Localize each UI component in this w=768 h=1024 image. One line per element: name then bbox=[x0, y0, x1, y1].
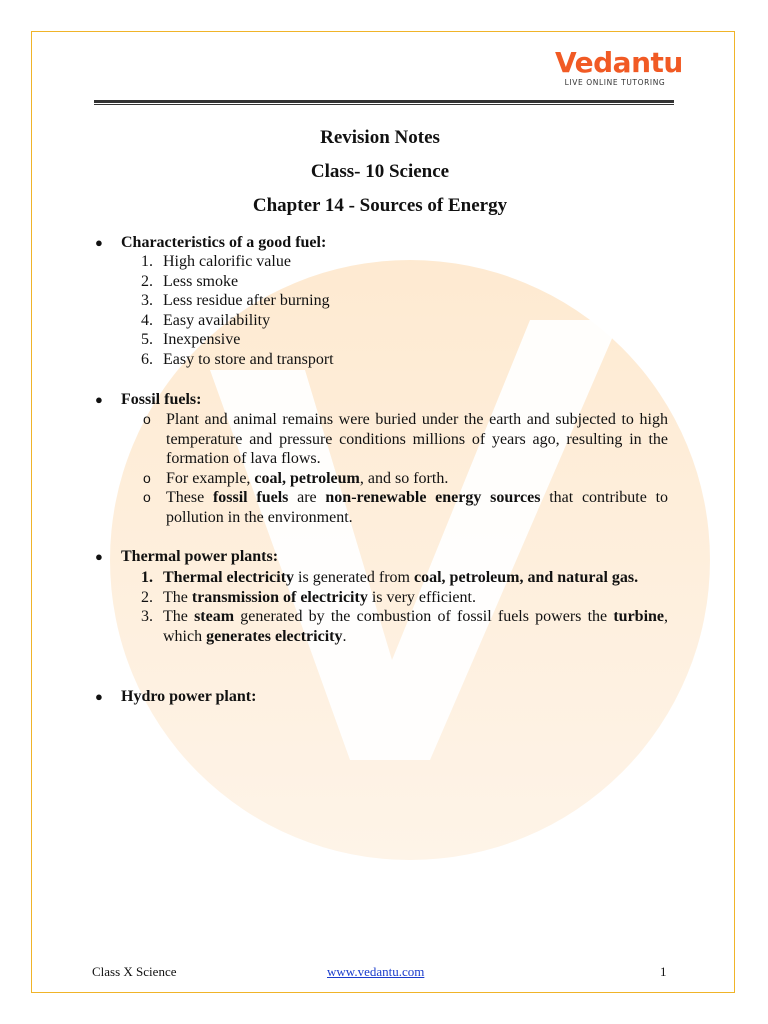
list-item: o These fossil fuels are non-renewable energy sources that contribute to pollution in the environment. bbox=[143, 489, 669, 526]
vedantu-logo bbox=[555, 46, 683, 87]
bullet-icon: ● bbox=[95, 689, 103, 704]
list-item: o Plant and animal remains were buried under the earth and subjected to high temperature and pressure conditions millions of years ago, resulting in the formation of lava flows. bbox=[143, 411, 668, 468]
header-divider bbox=[94, 100, 674, 105]
footer-website-link[interactable]: www.vedantu.com bbox=[327, 964, 425, 979]
bullet-icon: ● bbox=[95, 392, 103, 407]
title-chapter: Chapter 14 - Sources of Energy bbox=[252, 195, 508, 216]
list-item: 2. The transmission of electricity is very efficient. bbox=[141, 588, 476, 606]
logo-tagline: LIVE ONLINE TUTORING bbox=[564, 78, 666, 87]
title-revision-notes: Revision Notes bbox=[320, 127, 440, 148]
list-item: 1. Thermal electricity is generated from coal, petroleum, and natural gas. bbox=[141, 569, 639, 586]
thermal-list bbox=[128, 568, 668, 646]
bullet-icon: ● bbox=[95, 235, 103, 250]
logo-brand: Vedantu bbox=[555, 46, 683, 79]
fossil-fuels-list bbox=[140, 410, 668, 528]
list-item: 3. The steam generated by the combustion of fossil fuels powers the turbine, which generates electricity. bbox=[141, 608, 669, 645]
bullet-icon: ● bbox=[95, 549, 103, 564]
footer-class-label: Class X Science bbox=[92, 964, 177, 979]
footer-page-number: 1 bbox=[660, 964, 667, 979]
title-class: Class- 10 Science bbox=[310, 161, 450, 182]
list-item: o For example, coal, petroleum, and so forth. bbox=[143, 469, 449, 487]
